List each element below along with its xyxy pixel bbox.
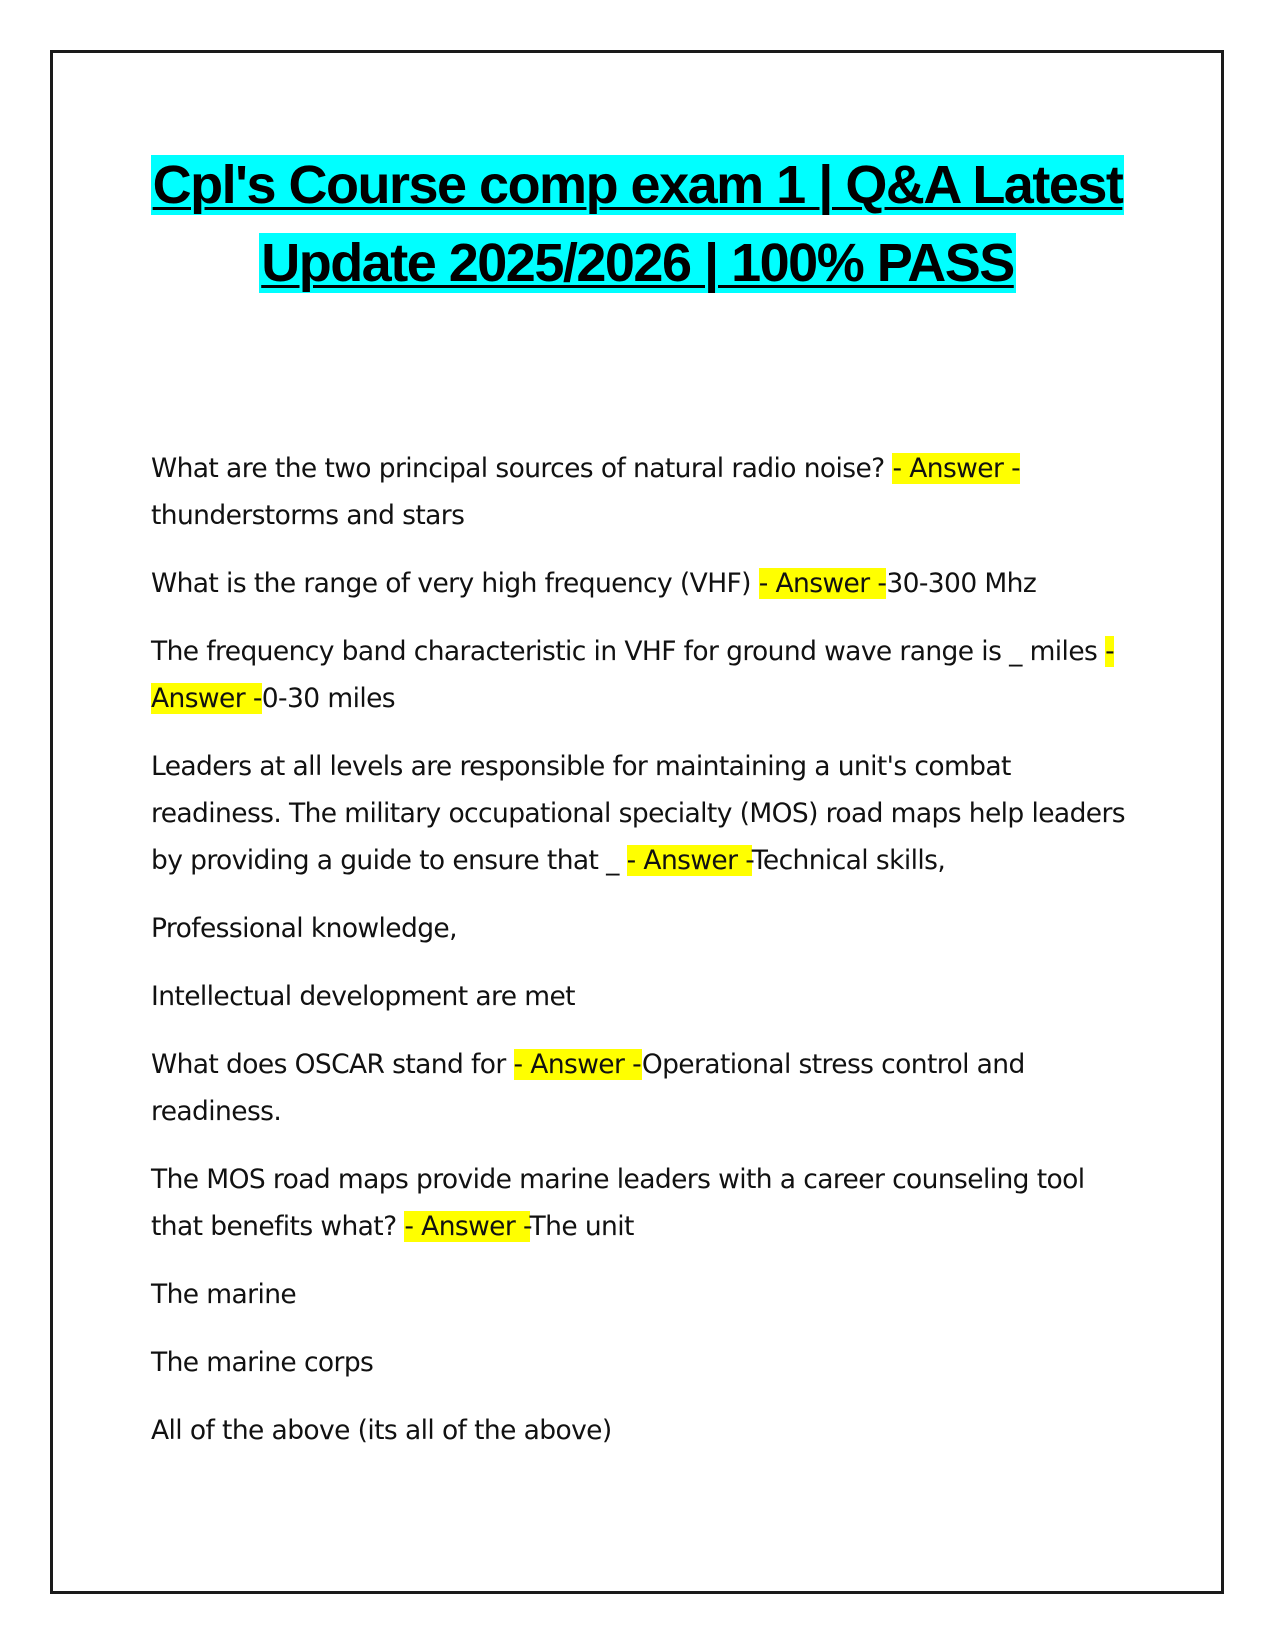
document-title-text: Cpl's Course comp exam 1 | Q&A Latest Update 2025/2026 | 100% PASS bbox=[152, 155, 1123, 293]
answer-continuation-line: Professional knowledge, bbox=[151, 913, 457, 944]
question-text: The MOS road maps provide marine leaders with a career counseling tool that benefits what? bbox=[151, 1164, 1085, 1242]
answer-marker: - Answer - bbox=[626, 845, 752, 876]
answer-marker: - Answer - bbox=[404, 1211, 530, 1242]
answer-text: Operational stress control and readiness. bbox=[151, 1049, 1025, 1127]
answer-continuation-line: The marine corps bbox=[151, 1347, 374, 1378]
answer-marker: - Answer - bbox=[758, 568, 887, 599]
question-text: The frequency band characteristic in VHF for ground wave range is _ miles bbox=[151, 636, 1106, 667]
answer-marker: - Answer - bbox=[513, 1049, 642, 1080]
answer-text: 30-300 Mhz bbox=[886, 568, 1037, 599]
answer-text: 0-30 miles bbox=[261, 683, 396, 714]
qa-item bbox=[151, 743, 1131, 884]
answer-text: thunderstorms and stars bbox=[151, 500, 465, 531]
qa-item bbox=[151, 445, 1131, 539]
qa-item bbox=[151, 560, 1131, 607]
document-title bbox=[150, 146, 1125, 302]
answer-text: The unit bbox=[529, 1211, 634, 1242]
answer-continuation-line: All of the above (its all of the above) bbox=[151, 1415, 612, 1446]
qa-item bbox=[151, 1041, 1131, 1135]
question-text: Leaders at all levels are responsible for maintaining a unit's combat readiness. The military occupational specialty (MOS) road maps help leaders by providing a guide to ensure that _ bbox=[151, 751, 1125, 876]
qa-item bbox=[151, 1156, 1131, 1250]
answer-marker: - Answer - bbox=[892, 453, 1021, 484]
question-text: What are the two principal sources of natural radio noise? bbox=[151, 453, 893, 484]
question-text: What is the range of very high frequency (VHF) bbox=[151, 568, 759, 599]
answer-text: Technical skills, bbox=[751, 845, 946, 876]
qa-content bbox=[151, 445, 1131, 1475]
answer-continuation-line: The marine bbox=[151, 1279, 297, 1310]
qa-item bbox=[151, 628, 1131, 722]
answer-marker: - Answer - bbox=[151, 636, 1115, 714]
answer-continuation-line: Intellectual development are met bbox=[151, 981, 575, 1012]
question-text: What does OSCAR stand for bbox=[151, 1049, 514, 1080]
